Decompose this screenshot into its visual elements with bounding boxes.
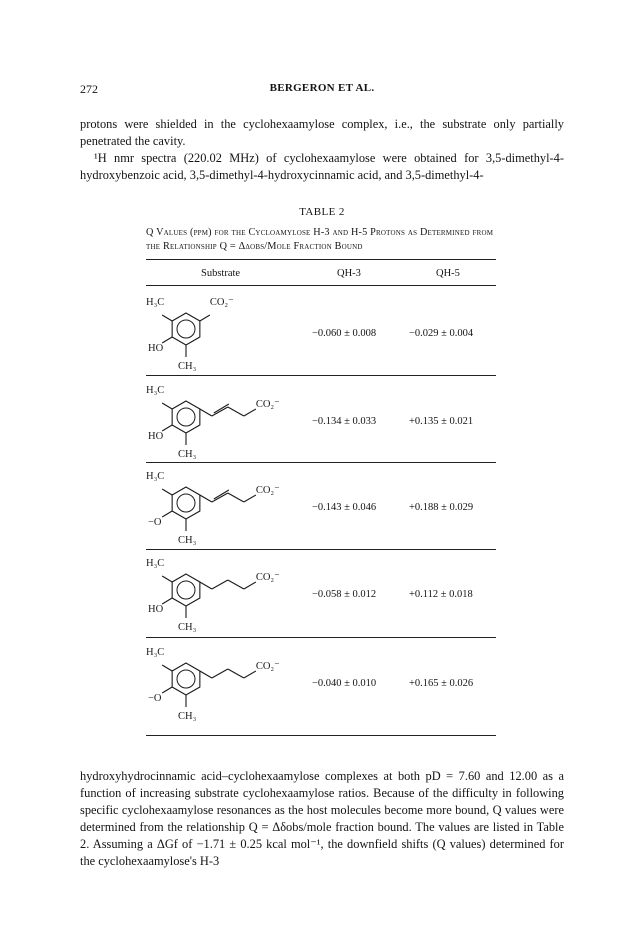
paragraph-continuation: protons were shielded in the cyclohexaamylose complex, i.e., the substrate only partially penetrated the cavity.: [80, 117, 564, 148]
substrate-structure: [144, 295, 314, 385]
carboxylate-group: CO₂⁻: [255, 399, 280, 410]
header-q-h3: QH-3: [337, 268, 361, 279]
methyl-group-bottom: CH₃: [178, 711, 197, 722]
substrate-structure: [144, 383, 314, 473]
substrate-structure: [144, 645, 314, 735]
methyl-group-bottom: CH₃: [178, 535, 197, 546]
structure-drawing: [144, 469, 314, 559]
body-text-bottom: [80, 768, 564, 870]
bond-methyl-top: [162, 489, 172, 495]
substrate-structure: [144, 556, 314, 646]
table-number: TABLE 2: [299, 206, 345, 218]
methyl-group-top: H₃C: [146, 647, 165, 658]
bond-chain-double: [214, 404, 229, 413]
table-top-rule: [146, 259, 496, 260]
oxygen-group: −O: [148, 693, 162, 704]
benzene-ring: [172, 663, 200, 695]
bond-chain-4: [244, 671, 256, 678]
bond-chain-1: [200, 495, 212, 502]
bond-chain-3: [228, 493, 244, 502]
bond-chain-2: [212, 669, 228, 678]
q-h5-value: +0.165 ± 0.026: [409, 678, 474, 689]
aromatic-circle: [177, 670, 195, 688]
running-title: BERGERON ET AL.: [269, 82, 375, 94]
carboxylate-group: CO₂⁻: [255, 572, 280, 583]
bond-methyl-top: [162, 315, 172, 321]
bond-chain-4: [244, 495, 256, 502]
oxygen-group: HO: [148, 431, 164, 442]
paragraph-nmr-spectra: ¹H nmr spectra (220.02 MHz) of cyclohexaamylose were obtained for 3,5-dimethyl-4-hydroxybenzoic acid, 3,5-dimethyl-4-hydroxycinnamic acid, and 3,5-dimethyl-4-: [80, 151, 564, 182]
structure-drawing: [144, 556, 314, 646]
bond-chain-2: [212, 580, 228, 589]
methyl-group-top: H₃C: [146, 471, 165, 482]
aromatic-circle: [177, 320, 195, 338]
carboxylate-group: CO₂⁻: [255, 661, 280, 672]
row-separator: [146, 637, 496, 638]
bond-oxygen: [162, 511, 172, 517]
table-caption: Q Values (ppm) for the Cycloamylose H-3 and H-5 Protons as Determined from the Relationship Q = Δδobs/Mole Fraction Bound: [146, 227, 494, 252]
methyl-group-top: H₃C: [146, 558, 165, 569]
bond-chain-4: [244, 582, 256, 589]
carboxylate-group: CO₂⁻: [209, 297, 234, 308]
bond-methyl-top: [162, 665, 172, 671]
methyl-group-bottom: CH₃: [178, 361, 197, 372]
bond-chain-1: [200, 671, 212, 678]
paragraph-q-values: hydroxyhydrocinnamic acid–cyclohexaamylose complexes at both pD = 7.60 and 12.00 as a function of increasing substrate cyclohexaamylose ratios. Because of the difficulty in following specific cyclohexaamylose resonances as the host molecules become more bound, Q values were determined from the relationship Q = Δδobs/mole fraction bound. The values are listed in Table 2. Assuming a ΔGf of −1.71 ± 0.25 kcal mol⁻¹, the downfield shifts (Q values) determined for the cyclohexaamylose's H-3: [80, 769, 564, 868]
benzene-ring: [172, 313, 200, 345]
bond-chain-4: [244, 409, 256, 416]
q-h5-value: +0.112 ± 0.018: [409, 589, 473, 600]
bond-chain-double: [214, 490, 229, 499]
methyl-group-bottom: CH₃: [178, 622, 197, 633]
bond-chain-3: [228, 580, 244, 589]
body-text-top: [80, 116, 564, 184]
bond-methyl-top: [162, 403, 172, 409]
page-number: 272: [80, 82, 98, 96]
row-separator: [146, 375, 496, 376]
table-header-rule: [146, 285, 496, 286]
q-h3-value: −0.143 ± 0.046: [312, 502, 377, 513]
aromatic-circle: [177, 494, 195, 512]
q-h5-value: −0.029 ± 0.004: [409, 328, 474, 339]
q-h3-value: −0.060 ± 0.008: [312, 328, 377, 339]
row-separator: [146, 549, 496, 550]
running-header: [80, 82, 564, 100]
carboxylate-group: CO₂⁻: [255, 485, 280, 496]
header-substrate: Substrate: [201, 268, 241, 279]
oxygen-group: HO: [148, 604, 164, 615]
oxygen-group: HO: [148, 343, 164, 354]
methyl-group-top: H₃C: [146, 297, 165, 308]
bond-chain-3: [228, 407, 244, 416]
methyl-group-bottom: CH₃: [178, 449, 197, 460]
q-h3-value: −0.058 ± 0.012: [312, 589, 377, 600]
bond-oxygen: [162, 598, 172, 604]
bond-chain-1: [200, 582, 212, 589]
q-h5-value: +0.135 ± 0.021: [409, 416, 474, 427]
q-h3-value: −0.040 ± 0.010: [312, 678, 377, 689]
bond-chain-2: [212, 407, 228, 416]
q-h5-value: +0.188 ± 0.029: [409, 502, 474, 513]
aromatic-circle: [177, 408, 195, 426]
benzene-ring: [172, 487, 200, 519]
q-h3-value: −0.134 ± 0.033: [312, 416, 377, 427]
row-separator: [146, 462, 496, 463]
bond-chain-3: [228, 669, 244, 678]
structure-drawing: [144, 295, 314, 385]
bond-oxygen: [162, 425, 172, 431]
structure-drawing: [144, 645, 314, 735]
methyl-group-top: H₃C: [146, 385, 165, 396]
oxygen-group: −O: [148, 517, 162, 528]
bond-carboxylate: [200, 315, 210, 321]
bond-methyl-top: [162, 576, 172, 582]
aromatic-circle: [177, 581, 195, 599]
structure-drawing: [144, 383, 314, 473]
benzene-ring: [172, 401, 200, 433]
table-bottom-rule: [146, 735, 496, 736]
benzene-ring: [172, 574, 200, 606]
bond-chain-1: [200, 409, 212, 416]
bond-chain-2: [212, 493, 228, 502]
bond-oxygen: [162, 687, 172, 693]
bond-oxygen: [162, 337, 172, 343]
header-q-h5: QH-5: [436, 268, 460, 279]
substrate-structure: [144, 469, 314, 559]
